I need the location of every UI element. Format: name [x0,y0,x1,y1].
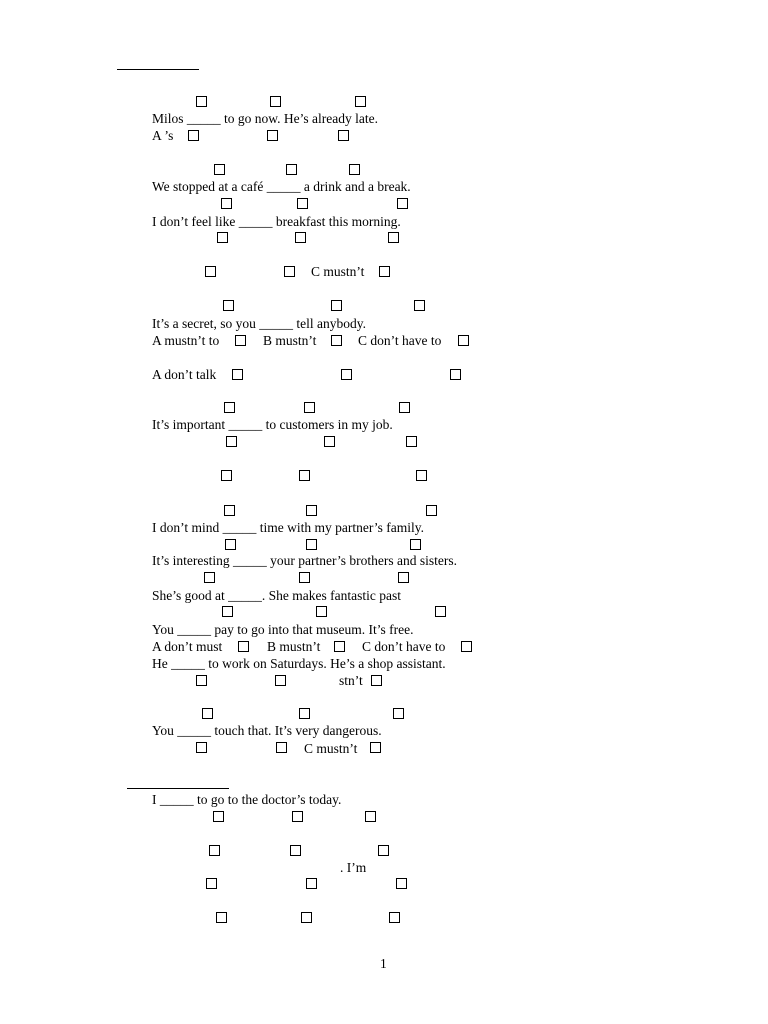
question-doctor: I _____ to go to the doctor’s today. [152,792,342,807]
answer-checkbox[interactable] [397,198,408,209]
answer-checkbox[interactable] [204,572,215,583]
answer-checkbox[interactable] [275,675,286,686]
answer-checkbox[interactable] [290,845,301,856]
text-fragment: . I’m [340,860,367,875]
answer-checkbox[interactable] [196,675,207,686]
answer-checkbox[interactable] [221,470,232,481]
answer-checkbox[interactable] [331,300,342,311]
answer-checkbox[interactable] [410,539,421,550]
answer-checkbox[interactable] [221,198,232,209]
answer-checkbox[interactable] [224,402,235,413]
answer-checkbox[interactable] [222,606,233,617]
answer-checkbox[interactable] [235,335,246,346]
question-good-at: She’s good at _____. She makes fantastic past [152,588,401,603]
answer-checkbox[interactable] [435,606,446,617]
answer-checkbox[interactable] [398,572,409,583]
option-label: C mustn’t [304,741,358,756]
option-label: B mustn’t [263,333,317,348]
answer-checkbox[interactable] [406,436,417,447]
answer-checkbox[interactable] [276,742,287,753]
option-label: C don’t have to [358,333,442,348]
option-label: stn’t [339,673,363,688]
question-dangerous: You _____ touch that. It’s very dangerous. [152,723,382,738]
answer-checkbox[interactable] [188,130,199,141]
answer-checkbox[interactable] [226,436,237,447]
answer-checkbox[interactable] [209,845,220,856]
option-label: A don’t talk [152,367,217,382]
answer-checkbox[interactable] [450,369,461,380]
header-rule [117,69,199,70]
section-rule [127,788,229,789]
answer-checkbox[interactable] [365,811,376,822]
page-number: 1 [380,956,387,971]
answer-checkbox[interactable] [297,198,308,209]
answer-checkbox[interactable] [341,369,352,380]
answer-checkbox[interactable] [331,335,342,346]
answer-checkbox[interactable] [378,845,389,856]
option-label: B mustn’t [267,639,321,654]
answer-checkbox[interactable] [292,811,303,822]
question-saturdays: He _____ to work on Saturdays. He’s a shop assistant. [152,656,446,671]
answer-checkbox[interactable] [202,708,213,719]
question-mind: I don’t mind _____ time with my partner’s family. [152,520,424,535]
answer-checkbox[interactable] [270,96,281,107]
answer-checkbox[interactable] [216,912,227,923]
answer-checkbox[interactable] [223,300,234,311]
option-label: A mustn’t to [152,333,220,348]
answer-checkbox[interactable] [458,335,469,346]
answer-checkbox[interactable] [399,402,410,413]
answer-checkbox[interactable] [304,402,315,413]
answer-checkbox[interactable] [301,912,312,923]
option-label: C mustn’t [311,264,365,279]
answer-checkbox[interactable] [379,266,390,277]
answer-checkbox[interactable] [349,164,360,175]
answer-checkbox[interactable] [299,708,310,719]
answer-checkbox[interactable] [414,300,425,311]
question-cafe: We stopped at a café _____ a drink and a break. [152,179,411,194]
question-breakfast: I don’t feel like _____ breakfast this morning. [152,214,401,229]
answer-checkbox[interactable] [284,266,295,277]
answer-checkbox[interactable] [306,505,317,516]
answer-checkbox[interactable] [196,96,207,107]
answer-checkbox[interactable] [334,641,345,652]
answer-checkbox[interactable] [461,641,472,652]
answer-checkbox[interactable] [299,572,310,583]
answer-checkbox[interactable] [225,539,236,550]
question-milos: Milos _____ to go now. He’s already late. [152,111,378,126]
option-label: C don’t have to [362,639,446,654]
answer-checkbox[interactable] [213,811,224,822]
answer-checkbox[interactable] [355,96,366,107]
answer-checkbox[interactable] [338,130,349,141]
answer-checkbox[interactable] [371,675,382,686]
answer-checkbox[interactable] [316,606,327,617]
answer-checkbox[interactable] [205,266,216,277]
answer-checkbox[interactable] [286,164,297,175]
answer-checkbox[interactable] [324,436,335,447]
answer-checkbox[interactable] [214,164,225,175]
answer-checkbox[interactable] [426,505,437,516]
answer-checkbox[interactable] [306,878,317,889]
question-museum: You _____ pay to go into that museum. It’s free. [152,622,414,637]
answer-checkbox[interactable] [416,470,427,481]
answer-checkbox[interactable] [267,130,278,141]
answer-checkbox[interactable] [388,232,399,243]
answer-checkbox[interactable] [238,641,249,652]
answer-checkbox[interactable] [396,878,407,889]
answer-checkbox[interactable] [206,878,217,889]
option-label: A ’s [152,128,174,143]
answer-checkbox[interactable] [232,369,243,380]
option-label: A don’t must [152,639,223,654]
answer-checkbox[interactable] [393,708,404,719]
answer-checkbox[interactable] [389,912,400,923]
question-secret: It’s a secret, so you _____ tell anybody. [152,316,366,331]
answer-checkbox[interactable] [217,232,228,243]
answer-checkbox[interactable] [306,539,317,550]
answer-checkbox[interactable] [295,232,306,243]
answer-checkbox[interactable] [224,505,235,516]
question-interesting: It’s interesting _____ your partner’s brothers and sisters. [152,553,457,568]
answer-checkbox[interactable] [370,742,381,753]
answer-checkbox[interactable] [196,742,207,753]
answer-checkbox[interactable] [299,470,310,481]
question-customers: It’s important _____ to customers in my job. [152,417,393,432]
